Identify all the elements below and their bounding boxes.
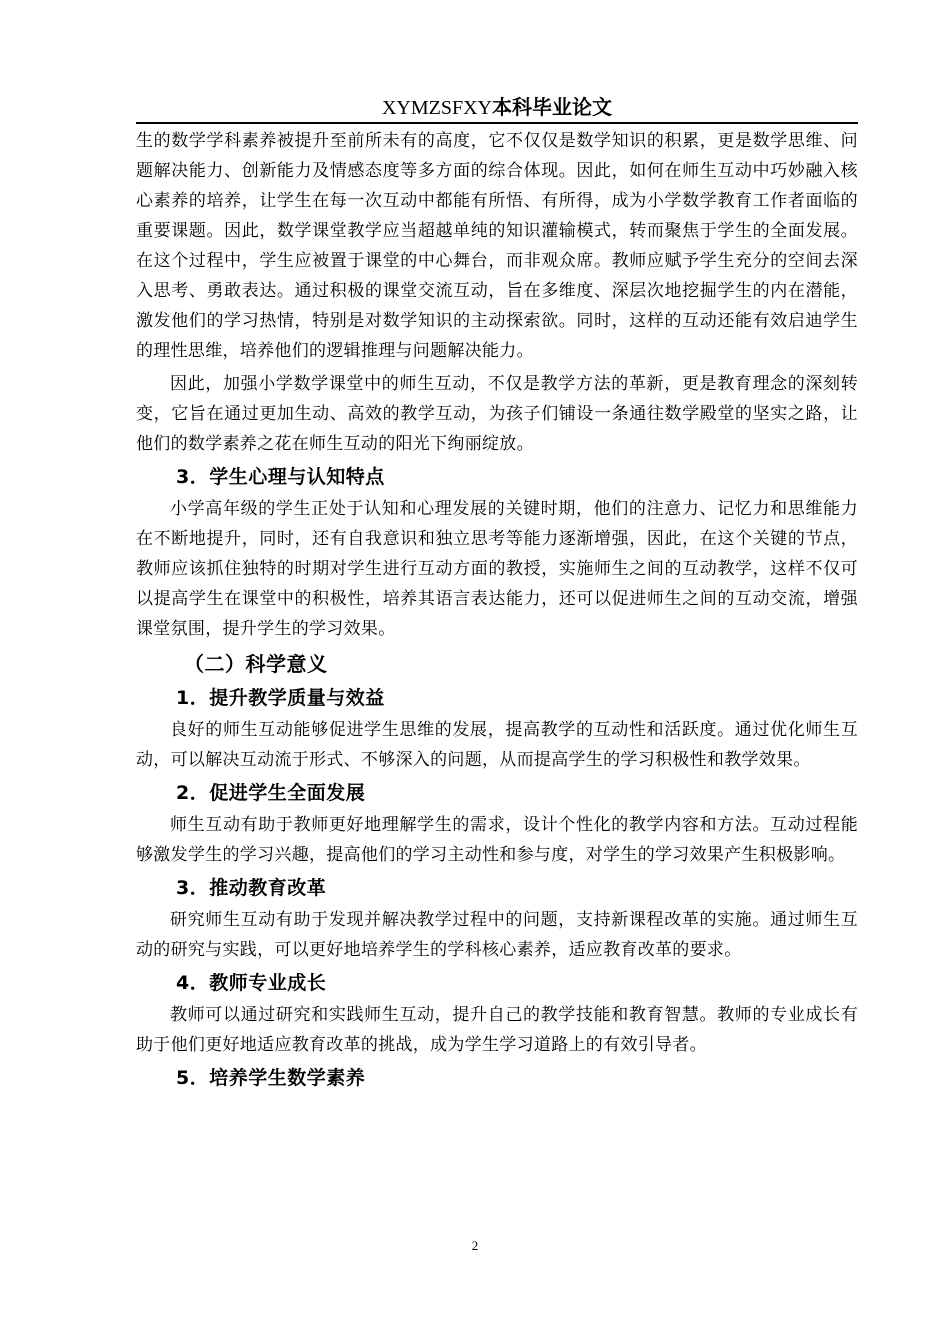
chapter-heading: （二）科学意义	[184, 652, 328, 676]
body-paragraph: 生的数学学科素养被提升至前所未有的高度，它不仅仅是数学知识的积累，更是数学思维、问题解决能力、创新能力及情感态度等多方面的综合体现。因此，如何在师生互动中巧妙融入核心素养的培养，让学生在每一次互动中都能有所悟、有所得，成为小学数学教育工作者面临的重要课题。因此，数学课堂教学应当超越单纯的知识灌输模式，转而聚焦于学生的全面发展。在这个过程中，学生应被置于课堂的中心舞台，而非观众席。教师应赋予学生充分的空间去深入思考、勇敢表达。通过积极的课堂交流互动，旨在多维度、深层次地挖掘学生的内在潜能，激发他们的学习热情，特别是对数学知识的主动探索欲。同时，这样的互动还能有效启迪学生的理性思维，培养他们的逻辑推理与问题解决能力。	[136, 131, 858, 361]
body-paragraph: 小学高年级的学生正处于认知和心理发展的关键时期，他们的注意力、记忆力和思维能力在不断地提升，同时，还有自我意识和独立思考等能力逐渐增强，因此，在这个关键的节点，教师应该抓住独特的时期对学生进行互动方面的教授，实施师生之间的互动教学，这样不仅可以提高学生在课堂中的积极性，培养其语言表达能力，还可以促进师生之间的互动交流，增强课堂氛围，提升学生的学习效果。	[136, 499, 858, 639]
section-heading: 4．教师专业成长	[176, 972, 327, 994]
header-school-code: XYMZSFXY	[381, 97, 493, 119]
body-paragraph: 研究师生互动有助于发现并解决教学过程中的问题，支持新课程改革的实施。通过师生互动的研究与实践，可以更好地培养学生的学科核心素养，适应教育改革的要求。	[136, 910, 858, 960]
page-body	[136, 126, 858, 1095]
page-number: 2	[471, 1238, 479, 1253]
section-heading: 3．推动教育改革	[176, 877, 327, 899]
body-paragraph: 良好的师生互动能够促进学生思维的发展，提高教学的互动性和活跃度。通过优化师生互动，可以解决互动流于形式、不够深入的问题，从而提高学生的学习积极性和教学效果。	[136, 720, 858, 770]
section-heading: 1．提升教学质量与效益	[176, 687, 385, 709]
body-paragraph: 师生互动有助于教师更好地理解学生的需求，设计个性化的教学内容和方法。互动过程能够激发学生的学习兴趣，提高他们的学习主动性和参与度，对学生的学习效果产生积极影响。	[136, 815, 858, 865]
page-header	[136, 92, 858, 124]
body-paragraph: 教师可以通过研究和实践师生互动，提升自己的教学技能和教育智慧。教师的专业成长有助于他们更好地适应教育改革的挑战，成为学生学习道路上的有效引导者。	[136, 1005, 858, 1055]
body-paragraph: 因此，加强小学数学课堂中的师生互动，不仅是教学方法的革新，更是教育理念的深刻转变，它旨在通过更加生动、高效的教学互动，为孩子们铺设一条通往数学殿堂的坚实之路，让他们的数学素养之花在师生互动的阳光下绚丽绽放。	[136, 374, 858, 454]
header-thesis-label: 本科毕业论文	[492, 95, 613, 119]
section-heading: 5．培养学生数学素养	[176, 1067, 366, 1089]
section-heading: 3．学生心理与认知特点	[176, 466, 385, 488]
section-heading: 2．促进学生全面发展	[176, 782, 366, 804]
